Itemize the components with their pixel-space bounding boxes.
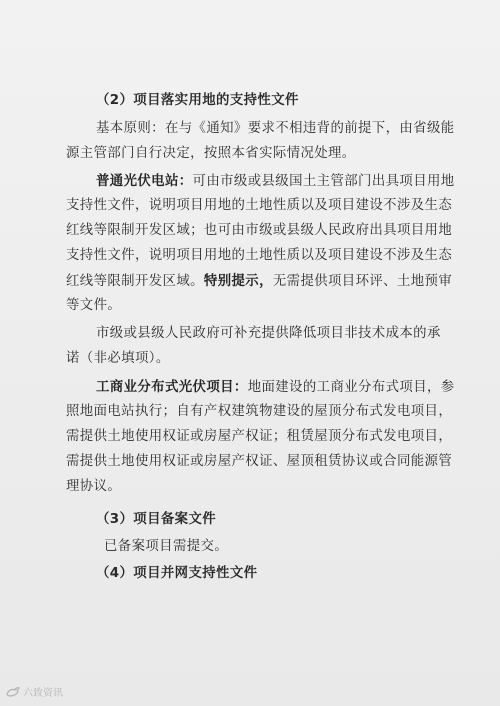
section-3-heading: （3）项目备案文件 <box>96 512 217 527</box>
distributed-pv-line-2: 照地面电站执行；自有产权建筑物建设的屋顶分布式发电项目， <box>66 404 453 419</box>
special-note-label: 特别提示， <box>203 273 273 289</box>
ordinary-pv-text-5b: 无需提供项目环评、土地预审 <box>272 274 453 289</box>
principle-line-2: 源主管部门自行决定，按照本省实际情况处理。 <box>66 146 356 161</box>
ordinary-pv-line-3: 红线等限制开发区域；也可由市级或县级人民政府出具项目用地 <box>66 223 453 238</box>
gov-note-line-2: 诺（非必填项）。 <box>66 351 170 366</box>
section-2-heading: （2）项目落实用地的支持性文件 <box>96 93 299 108</box>
ordinary-pv-label: 普通光伏电站： <box>96 173 193 189</box>
ordinary-pv-line-4: 支持性文件，说明项目用地的土地性质以及项目建设不涉及生态 <box>66 248 453 263</box>
distributed-pv-line-1 <box>96 378 455 397</box>
bird-logo-icon <box>6 686 20 698</box>
ordinary-pv-line-2: 支持性文件，说明项目用地的土地性质以及项目建设不涉及生态 <box>66 198 453 213</box>
ordinary-pv-text-5a: 红线等限制开发区域。 <box>66 274 204 289</box>
ordinary-pv-text: 可由市级或县级国土主管部门出具项目用地 <box>192 174 455 189</box>
section-3-text: 已备案项目需提交。 <box>104 539 229 554</box>
gov-note-line-1: 市级或县级人民政府可补充提供降低项目非技术成本的承 <box>96 326 441 341</box>
watermark <box>6 684 63 699</box>
ordinary-pv-line-6: 等文件。 <box>66 298 122 313</box>
watermark-text: 六致资讯 <box>23 688 63 699</box>
distributed-pv-line-5: 理协议。 <box>66 479 122 494</box>
distributed-pv-line-3: 需提供土地使用权证或房屋产权证；租赁屋顶分布式发电项目， <box>66 429 453 444</box>
ordinary-pv-line-1 <box>96 172 455 191</box>
section-4-heading: （4）项目并网支持性文件 <box>96 566 258 581</box>
distributed-pv-label: 工商业分布式光伏项目： <box>96 379 248 395</box>
distributed-pv-text: 地面建设的工商业分布式项目，参 <box>247 380 455 395</box>
ordinary-pv-line-5 <box>66 272 452 291</box>
principle-line-1: 基本原则：在与《通知》要求不相违背的前提下，由省级能 <box>96 121 455 136</box>
distributed-pv-line-4: 需提供土地使用权证或房屋产权证、屋顶租赁协议或合同能源管 <box>66 454 453 469</box>
